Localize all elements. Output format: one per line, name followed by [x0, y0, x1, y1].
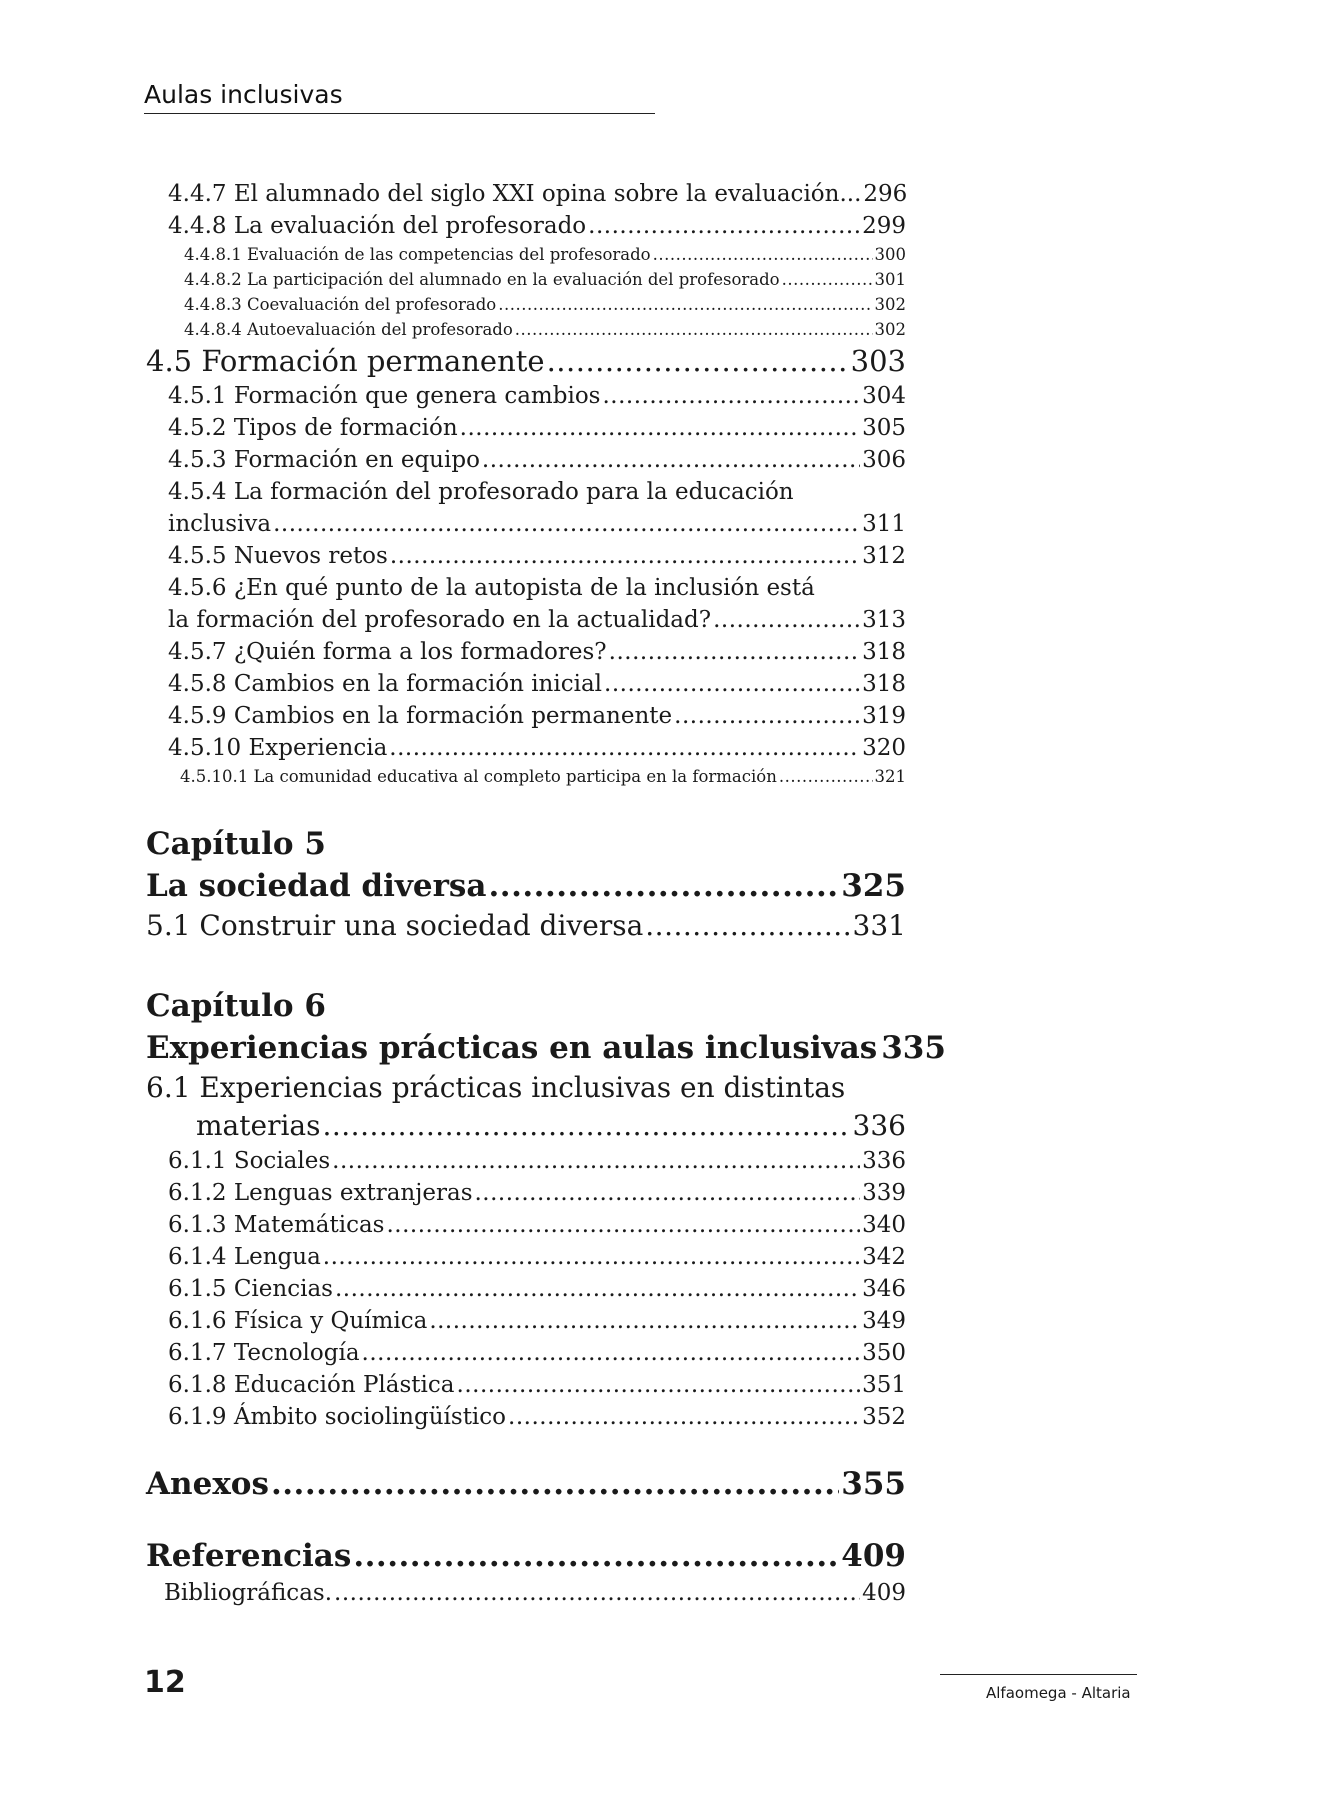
toc-entry-page: 350	[862, 1340, 906, 1366]
toc-entry-title: La sociedad diversa	[146, 868, 487, 904]
dot-leader	[386, 1209, 860, 1241]
toc-entry-title: 4.5.8 Cambios en la formación inicial	[168, 671, 603, 697]
toc-entry-title: 6.1.1 Sociales	[168, 1148, 331, 1174]
toc-entry[interactable]	[146, 412, 906, 444]
dot-leader	[389, 732, 860, 764]
toc-entry-title: la formación del profesorado en la actualidad?	[168, 607, 712, 633]
footer-rule	[940, 1674, 1137, 1675]
toc-entry[interactable]	[146, 292, 906, 317]
toc-entry-page: 321	[874, 767, 906, 786]
toc-entry[interactable]	[146, 1177, 906, 1209]
dot-leader	[323, 1241, 860, 1273]
page-number: 12	[144, 1665, 186, 1700]
toc-section[interactable]	[146, 907, 906, 945]
toc-entry-title: 4.5.9 Cambios en la formación permanente	[168, 703, 673, 729]
toc-entry-page: 318	[862, 639, 906, 665]
dot-leader	[779, 764, 873, 789]
dot-leader	[353, 1535, 839, 1577]
toc-entry[interactable]	[146, 636, 906, 668]
dot-leader	[604, 668, 860, 700]
dot-leader	[498, 292, 872, 317]
dot-leader	[653, 242, 873, 267]
toc-entry[interactable]	[146, 1241, 906, 1273]
dot-leader	[332, 1145, 860, 1177]
toc-entry[interactable]	[146, 668, 906, 700]
toc-entry-page: 304	[862, 383, 906, 409]
toc-entry[interactable]	[146, 1305, 906, 1337]
toc-entry[interactable]	[146, 540, 906, 572]
toc-entry[interactable]	[146, 178, 906, 210]
toc-entry-title: 6.1.4 Lengua	[168, 1244, 321, 1270]
dot-leader	[488, 865, 839, 907]
toc-entry[interactable]	[146, 1577, 906, 1609]
dot-leader	[674, 700, 860, 732]
dot-leader	[335, 1273, 860, 1305]
toc-entry-title: 4.4.7 El alumnado del siglo XXI opina sobre la evaluación...	[168, 181, 862, 207]
toc-entry-title: 6.1.6 Física y Química	[168, 1308, 428, 1334]
dot-leader	[390, 540, 860, 572]
toc-entry-first-line: 4.5.6 ¿En qué punto de la autopista de la inclusión está	[168, 575, 815, 601]
dot-leader	[457, 1369, 861, 1401]
toc-entry[interactable]	[146, 317, 906, 342]
table-of-contents	[146, 178, 946, 1609]
toc-entry[interactable]	[146, 267, 906, 292]
toc-entry-title: 4.5.2 Tipos de formación	[168, 415, 458, 441]
toc-entry-title: 4.5.10.1 La comunidad educativa al completo participa en la formación	[180, 767, 777, 786]
toc-entry-page: 352	[862, 1404, 906, 1430]
toc-entry[interactable]	[146, 732, 906, 764]
toc-entry-title: 6.1.2 Lenguas extranjeras	[168, 1180, 473, 1206]
toc-entry-title: 4.5.3 Formación en equipo	[168, 447, 480, 473]
toc-entry[interactable]	[146, 508, 906, 540]
toc-entry-page: 301	[874, 270, 906, 289]
toc-entry-title: 4.4.8.4 Autoevaluación del profesorado	[184, 320, 513, 339]
toc-entry-title: Anexos	[146, 1466, 269, 1502]
dot-leader	[602, 380, 860, 412]
toc-entry-page: 319	[862, 703, 906, 729]
toc-entry-page: 351	[862, 1372, 906, 1398]
toc-entry-page: 302	[874, 320, 906, 339]
toc-entry-page: 303	[850, 344, 906, 378]
toc-section[interactable]	[146, 1107, 906, 1145]
toc-entry[interactable]	[146, 764, 906, 789]
dot-leader	[713, 604, 860, 636]
toc-entry-title: 4.4.8.3 Coevaluación del profesorado	[184, 295, 497, 314]
dot-leader	[547, 342, 849, 380]
toc-entry-page: 409	[862, 1580, 906, 1606]
toc-entry-page: 346	[862, 1276, 906, 1302]
toc-entry-page: 296	[863, 181, 908, 207]
dot-leader	[588, 210, 860, 242]
toc-entry-title: 4.4.8 La evaluación del profesorado	[168, 213, 587, 239]
toc-entry[interactable]	[146, 604, 906, 636]
toc-entry-title: 4.4.8.1 Evaluación de las competencias del profesorado	[184, 245, 651, 264]
dot-leader	[271, 1463, 839, 1505]
toc-entry-page: 339	[862, 1180, 906, 1206]
toc-entry-page: 318	[862, 671, 906, 697]
toc-entry-title: Experiencias prácticas en aulas inclusivas	[146, 1030, 878, 1066]
dot-leader	[362, 1337, 861, 1369]
toc-entry-title: inclusiva	[168, 511, 272, 537]
dot-leader	[334, 1577, 860, 1609]
toc-entry[interactable]	[146, 1273, 906, 1305]
toc-chapter[interactable]	[146, 865, 906, 907]
toc-entry[interactable]	[146, 700, 906, 732]
toc-entry-title: 5.1 Construir una sociedad diversa	[146, 909, 644, 942]
toc-entry-page: 336	[852, 1109, 906, 1142]
toc-entry-page: 305	[862, 415, 906, 441]
toc-entry-page: 409	[841, 1538, 906, 1574]
toc-entry-page: 342	[862, 1244, 906, 1270]
dot-leader	[645, 907, 850, 945]
toc-entry-title: Bibliográficas.	[164, 1580, 333, 1606]
toc-entry-page: 300	[874, 245, 906, 264]
toc-entry[interactable]	[146, 1369, 906, 1401]
toc-entry-page: 320	[862, 735, 906, 761]
toc-section[interactable]	[146, 342, 906, 380]
toc-entry-title: 4.5.10 Experiencia	[168, 735, 388, 761]
dot-leader	[482, 444, 860, 476]
toc-entry-title: 4.5.7 ¿Quién forma a los formadores?	[168, 639, 607, 665]
toc-chapter[interactable]	[146, 1027, 946, 1069]
dot-leader	[515, 317, 873, 342]
toc-entry-page: 312	[862, 543, 906, 569]
toc-entry-page: 336	[862, 1148, 906, 1174]
toc-entry-page: 299	[862, 213, 906, 239]
toc-entry-page: 325	[841, 868, 906, 904]
toc-entry-page: 313	[862, 607, 906, 633]
dot-leader	[460, 412, 860, 444]
dot-leader	[609, 636, 860, 668]
chapter-label: Capítulo 6	[146, 988, 326, 1024]
dot-leader	[429, 1305, 860, 1337]
toc-chapter[interactable]	[146, 1463, 906, 1505]
dot-leader	[273, 508, 860, 540]
publisher-name: Alfaomega - Altaria	[986, 1684, 1131, 1702]
toc-entry-title: 4.5.1 Formación que genera cambios	[168, 383, 601, 409]
toc-entry-title: 4.5.5 Nuevos retos	[168, 543, 388, 569]
dot-leader	[782, 267, 873, 292]
toc-entry-page: 302	[874, 295, 906, 314]
chapter-label: Capítulo 5	[146, 826, 326, 862]
toc-entry-page: 340	[862, 1212, 906, 1238]
toc-entry-title: 4.5 Formación permanente	[146, 344, 545, 378]
toc-entry-title: Referencias	[146, 1538, 352, 1574]
toc-entry-page: 355	[841, 1466, 906, 1502]
dot-leader	[508, 1401, 860, 1433]
toc-entry-first-line: 6.1 Experiencias prácticas inclusivas en distintas	[146, 1071, 846, 1104]
toc-entry[interactable]	[146, 210, 906, 242]
toc-entry[interactable]	[146, 1145, 906, 1177]
toc-entry-page: 335	[881, 1030, 946, 1066]
toc-entry[interactable]	[146, 242, 906, 267]
toc-entry-page: 349	[862, 1308, 906, 1334]
toc-entry-title: 4.4.8.2 La participación del alumnado en la evaluación del profesorado	[184, 270, 780, 289]
toc-entry-title: 6.1.9 Ámbito sociolingüístico	[168, 1404, 507, 1430]
running-header: Aulas inclusivas	[144, 80, 655, 114]
toc-entry-page: 306	[862, 447, 906, 473]
toc-entry-title: 6.1.3 Matemáticas	[168, 1212, 385, 1238]
toc-entry[interactable]	[146, 1401, 906, 1433]
toc-entry[interactable]	[146, 1209, 906, 1241]
toc-chapter[interactable]	[146, 1535, 906, 1577]
dot-leader	[322, 1107, 850, 1145]
toc-entry-page: 331	[852, 909, 906, 942]
toc-entry-page: 311	[862, 511, 906, 537]
toc-entry-title: 6.1.7 Tecnología	[168, 1340, 360, 1366]
toc-entry-first-line: 4.5.4 La formación del profesorado para la educación	[168, 479, 794, 505]
toc-entry[interactable]	[146, 380, 906, 412]
toc-entry[interactable]	[146, 444, 906, 476]
toc-entry[interactable]	[146, 1337, 906, 1369]
dot-leader	[475, 1177, 861, 1209]
toc-entry-title: materias	[196, 1109, 321, 1142]
toc-entry-title: 6.1.5 Ciencias	[168, 1276, 333, 1302]
toc-entry-title: 6.1.8 Educación Plástica	[168, 1372, 455, 1398]
